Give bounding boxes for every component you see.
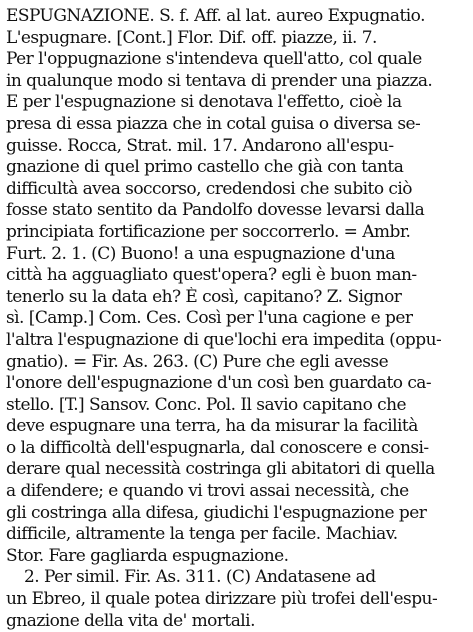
entry-text-line: tenerlo su la data eh? È così, capitano? Z. Signor [6, 286, 402, 307]
entry-text-line: a difendere; e quando vi trovi assai necessità, che [6, 481, 409, 502]
entry-text-line: gnazione della vita de' mortali. [6, 610, 255, 631]
entry-text-line: fosse stato sentito da Pandolfo dovesse levarsi dalla [6, 200, 425, 221]
entry-text-line: l'altra l'espugnazione di que'lochi era impedita (oppu- [6, 329, 442, 350]
entry-text-line: gnazione di quel primo castello che già con tanta [6, 157, 404, 178]
entry-text-line: Per l'oppugnazione s'intendeva quell'atto, col quale [6, 49, 422, 70]
entry-text-line: in qualunque modo si tentava di prender una piazza. [6, 70, 433, 91]
entry-text-line: sì. [Camp.] Com. Ces. Così per l'una cagione e per [6, 308, 413, 329]
dictionary-entry-espugnazione [6, 6, 467, 632]
entry-text-line: gnatio). = Fir. As. 263. (C) Pure che egli avesse [6, 351, 389, 372]
entry-text-line: l'onore dell'espugnazione d'un così ben guardato ca- [6, 373, 432, 394]
entry-text-line: Furt. 2. 1. (C) Buono! a una espugnazione d'una [6, 243, 395, 264]
entry-text-line: difficultà avea soccorso, credendosi che subito ciò [6, 178, 412, 199]
entry-text-line: derare qual necessità costringa gli abitatori di quella [6, 459, 435, 480]
entry-text-line: principiata fortificazione per soccorrerlo. = Ambr. [6, 221, 411, 242]
entry-text-line: città ha agguagliato quest'opera? egli è buon man- [6, 265, 417, 286]
entry-text-line: deve espugnare una terra, ha da misurar la facilità [6, 416, 418, 437]
entry-text-line: o la difficoltà dell'espugnarla, dal conoscere e consi- [6, 437, 429, 458]
entry-text-line: gli costringa alla difesa, giudichi l'espugnazione per [6, 502, 427, 523]
entry-text-line: presa di essa piazza che in cotal guisa o diversa se- [6, 113, 421, 134]
entry-text-line: un Ebreo, il quale potea dirizzare più trofei dell'espu- [6, 589, 438, 610]
sense-2-first-line: 2. Per simil. Fir. As. 311. (C) Andatasene ad [24, 567, 376, 588]
entry-text-line: ESPUGNAZIONE. S. f. Aff. al lat. aureo Expugnatio. [6, 6, 425, 26]
entry-text-line: E per l'espugnazione si denotava l'effetto, cioè la [6, 92, 402, 113]
entry-text-line: L'espugnare. [Cont.] Flor. Dif. off. piazze, ii. 7. [6, 27, 377, 48]
entry-text-line: Stor. Fare gagliarda espugnazione. [6, 545, 289, 566]
entry-text-line: stello. [T.] Sansov. Conc. Pol. Il savio capitano che [6, 394, 406, 415]
entry-text-line: guisse. Rocca, Strat. mil. 17. Andarono all'espu- [6, 135, 394, 156]
entry-text-line: difficile, altramente la tenga per facile. Machiav. [6, 524, 398, 545]
